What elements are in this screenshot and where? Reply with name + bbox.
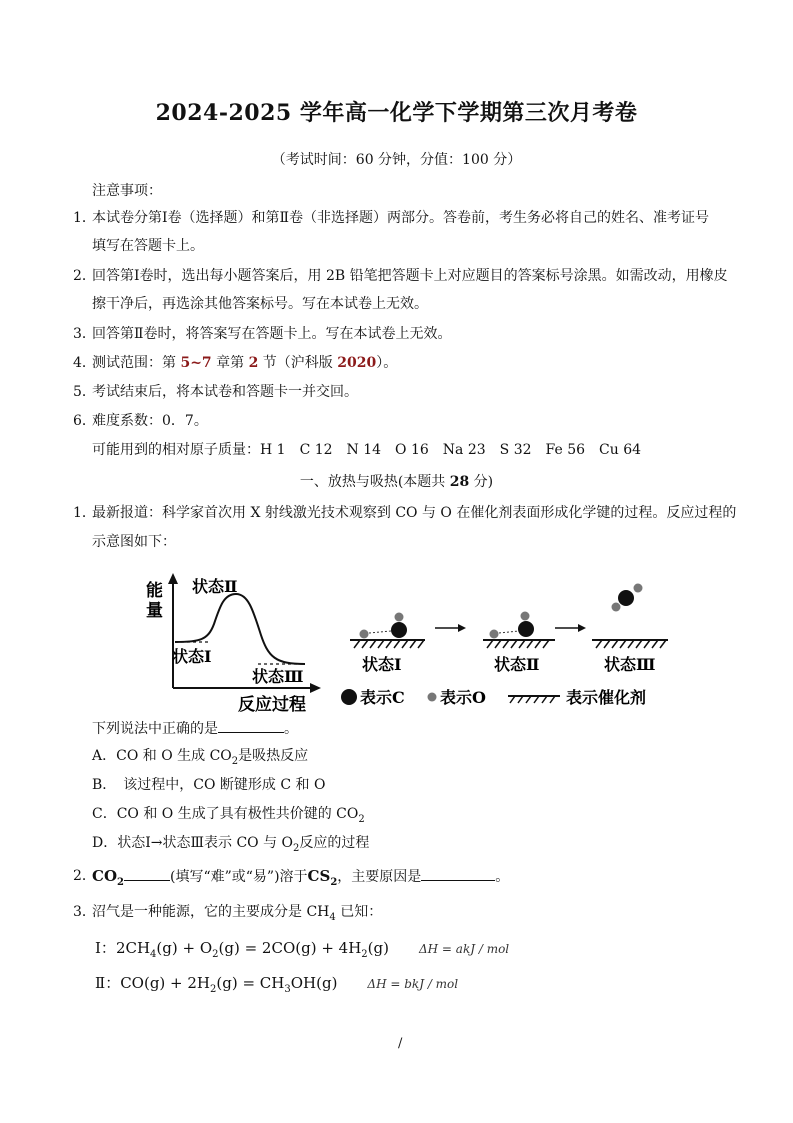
text-part: CO 和 O 生成了具有极性共价键的 CO (116, 806, 359, 822)
text-part: (g) = CH (216, 974, 285, 992)
curve-state1-label: 状态Ⅰ (172, 647, 212, 666)
question-stem (92, 902, 382, 928)
oxygen-atom-icon (395, 613, 404, 622)
text-part: 分) (469, 474, 494, 490)
y-axis-arrow-icon (168, 573, 178, 584)
text-part: 状态Ⅰ→状态Ⅲ表示 CO 与 O (117, 835, 294, 851)
text-part: CO(g) + 2H (120, 974, 211, 992)
notice-number: 3． (73, 326, 96, 342)
carbon-atom-icon (391, 622, 407, 638)
notice-text: 难度系数：0．7。 (92, 413, 208, 429)
legend-oxygen-label: 表示O (440, 688, 486, 707)
exam-subtitle: （考试时间：60 分钟，分值：100 分） (271, 152, 522, 168)
test-range-section: 2 (248, 355, 259, 371)
y-label-1: 能 (146, 581, 163, 601)
text-part: 。 (284, 721, 298, 737)
notice-text (92, 353, 397, 373)
oxygen-atom-icon (612, 603, 621, 612)
option-label: A． (92, 748, 117, 764)
legend-oxygen-icon (428, 693, 437, 702)
curve-state3-label: 状态Ⅲ (252, 667, 304, 686)
text-part: ）。 (376, 355, 398, 371)
oxygen-atom-icon (634, 584, 643, 593)
notice-text: 本试卷分第Ⅰ卷（选择题）和第Ⅱ卷（非选择题）两部分。答卷前，考生务必将自己的姓名、准考证号 (92, 210, 710, 226)
option-label: B． (92, 777, 110, 793)
equation-label: Ⅰ： (95, 939, 116, 957)
scene-state1 (350, 613, 425, 649)
textbook-edition: 2020 (337, 355, 377, 371)
answer-blank[interactable] (124, 866, 170, 881)
carbon-atom-icon (618, 590, 634, 606)
arrow-right-icon (458, 624, 466, 632)
subscript: 2 (231, 755, 239, 767)
reaction-diagram (140, 570, 680, 715)
text-part: 一、放热与吸热(本题共 (299, 474, 450, 490)
answer-blank[interactable] (421, 866, 495, 881)
answer-blank[interactable] (218, 718, 284, 733)
y-label-2: 量 (146, 601, 163, 621)
subscript: 2 (117, 876, 124, 888)
question-stem: 示意图如下： (92, 534, 176, 550)
legend-catalyst-icon (508, 696, 560, 703)
subscript: 3 (284, 984, 291, 995)
notice-number: 2． (73, 268, 96, 284)
notice-text: 擦干净后，再选涂其他答案标号。写在本试卷上无效。 (92, 296, 428, 312)
atomic-masses-text: 可能用到的相对原子质量：H 1 C 12 N 14 O 16 Na 23 S 32 Fe 56 Cu 64 (92, 442, 642, 458)
subscript: 2 (212, 949, 219, 960)
subscript: 2 (293, 842, 300, 854)
text-part: 沼气是一种能源，它的主要成分是 CH (92, 904, 330, 920)
question-stem: 最新报道：科学家首次用 X 射线激光技术观察到 CO 与 O 在催化剂表面形成化学键的过程。反应过程的 (92, 505, 737, 521)
text-part: ，主要原因是 (337, 869, 422, 885)
x-label: 反应过程 (238, 695, 306, 715)
text-part: CO 和 O 生成 CO (116, 748, 232, 764)
equation-1 (95, 937, 509, 960)
scene-state2-label: 状态Ⅱ (494, 655, 540, 674)
text-part: 测试范围：第 (92, 355, 181, 371)
enthalpy-change: ΔH = akJ / mol (418, 942, 510, 956)
text-part: 反应的过程 (299, 835, 370, 851)
text-part: 2CH (115, 939, 151, 957)
notice-heading: 注意事项： (92, 183, 162, 199)
notice-text: 回答第Ⅱ卷时，将答案写在答题卡上。写在本试卷上无效。 (92, 326, 452, 342)
x-axis-arrow-icon (310, 683, 321, 693)
notice-number: 4． (73, 355, 96, 371)
formula-cs2: CS (307, 867, 331, 885)
legend-catalyst-label: 表示催化剂 (566, 688, 647, 707)
test-range-chapters: 5~7 (180, 355, 212, 371)
option-text (92, 833, 369, 859)
scene-state3 (592, 584, 668, 649)
notice-text: 填写在答题卡上。 (92, 238, 204, 254)
equation-2 (95, 972, 458, 995)
text-part: 该过程中，CO 断键形成 C 和 O (109, 777, 326, 793)
text-part: (g) + O (156, 939, 213, 957)
formula-co2: CO (92, 867, 118, 885)
section-points: 28 (449, 474, 470, 490)
notice-text: 考试结束后，将本试卷和答题卡一并交回。 (92, 384, 358, 400)
subscript: 4 (150, 949, 157, 960)
scene-state2 (483, 612, 555, 649)
scene-state1-label: 状态Ⅰ (362, 655, 402, 674)
notice-number: 6． (73, 413, 96, 429)
legend-carbon-label: 表示C (360, 688, 405, 707)
option-label: D． (92, 835, 118, 851)
carbon-atom-icon (518, 621, 534, 637)
section-heading (0, 471, 793, 491)
prompt-text (92, 718, 298, 739)
oxygen-atom-icon (521, 612, 530, 621)
text-part: 章第 (211, 355, 249, 371)
text-part: 是吸热反应 (238, 748, 309, 764)
page-number: / (398, 1036, 403, 1051)
question-number: 3． (73, 904, 96, 920)
oxygen-atom-icon (490, 630, 499, 639)
subscript: 2 (361, 949, 368, 960)
notice-number: 1． (73, 210, 96, 226)
notice-text: 回答第Ⅰ卷时，选出每小题答案后，用 2B 铅笔把答题卡上对应题目的答案标号涂黑。如需改动，用橡皮 (92, 268, 728, 284)
text-part: (g) = 2CO(g) + 4H (218, 939, 362, 957)
oxygen-atom-icon (360, 630, 369, 639)
arrow-right-icon (578, 624, 586, 632)
scene-state3-label: 状态Ⅲ (604, 655, 656, 674)
subscript: 2 (358, 813, 365, 825)
text-part: 下列说法中正确的是 (92, 721, 218, 737)
curve-state2-label: 状态Ⅱ (192, 577, 238, 596)
subscript: 2 (330, 876, 338, 888)
subscript: 2 (210, 984, 217, 995)
text-part: 。 (495, 869, 510, 885)
option-label: C． (92, 806, 117, 822)
text-part: (g) (367, 939, 389, 957)
option-text (92, 804, 365, 830)
option-text (92, 775, 325, 795)
text-part: 已知： (335, 904, 383, 920)
notice-number: 5． (73, 384, 96, 400)
option-text (92, 746, 308, 772)
subscript: 4 (329, 911, 336, 923)
equation-label: Ⅱ： (95, 974, 121, 992)
legend-carbon-icon (341, 689, 357, 705)
text-part: 节（沪科版 (258, 355, 338, 371)
enthalpy-change: ΔH = bkJ / mol (367, 977, 459, 991)
question-stem (92, 866, 509, 893)
text-part: (填写“难”或“易”)溶于 (169, 869, 308, 885)
text-part: OH(g) (290, 974, 338, 992)
question-number: 2． (73, 868, 96, 884)
question-number: 1． (73, 505, 96, 521)
page-title: 2024-2025 学年高一化学下学期第三次月考卷 (155, 100, 638, 126)
